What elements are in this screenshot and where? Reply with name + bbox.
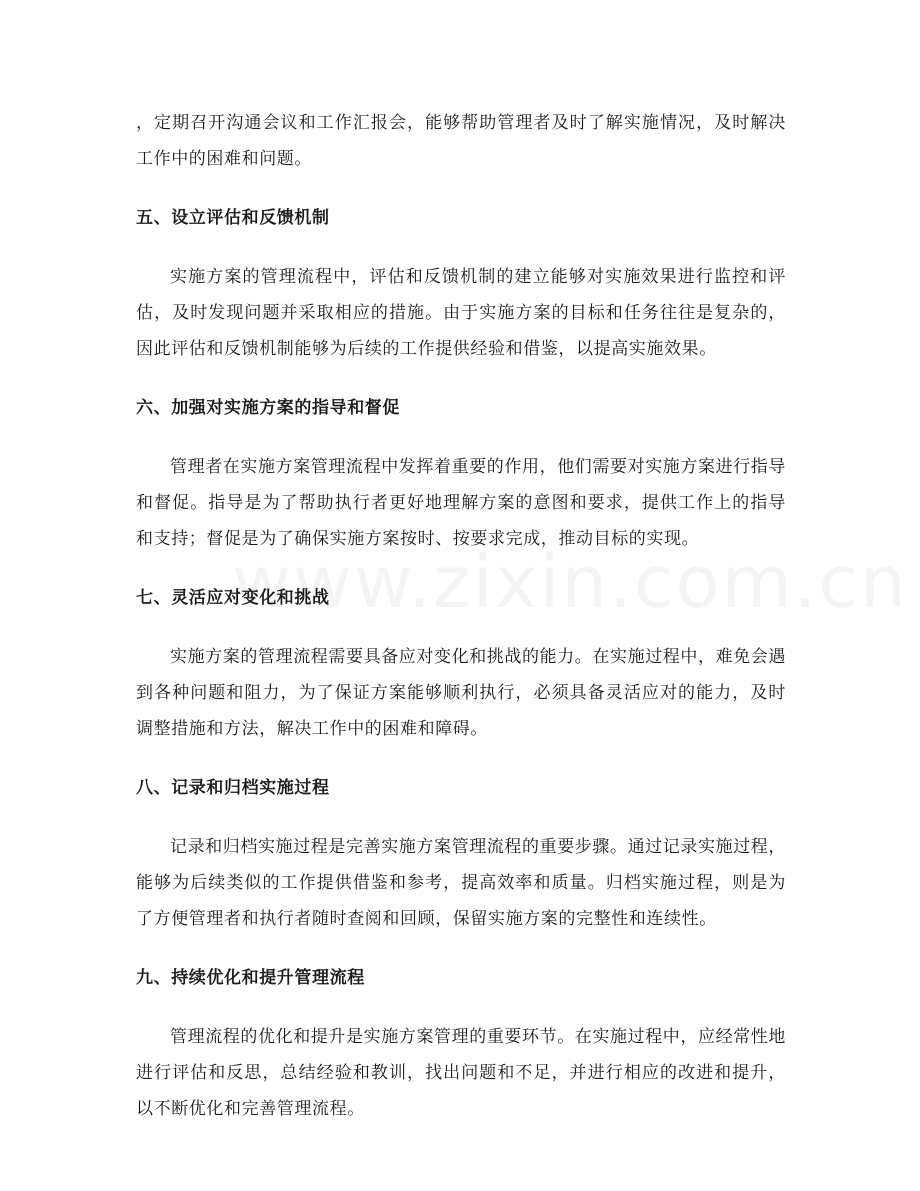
section-8-heading: 八、记录和归档实施过程 [136,778,330,798]
section-8-paragraph: 记录和归档实施过程是完善实施方案管理流程的重要步骤。通过记录实施过程，能够为后续类似的工作提供借鉴和参考，提高效率和质量。归档实施过程，则是为了方便管理者和执行者随时查阅和回顾，保留实施方案的完整性和连续性。 [136,837,786,929]
section-6-heading: 六、加强对实施方案的指导和督促 [136,398,400,418]
section-7-heading: 七、灵活应对变化和挑战 [136,588,330,608]
document-body [136,105,786,1127]
section-7-paragraph: 实施方案的管理流程需要具备应对变化和挑战的能力。在实施过程中，难免会遇到各种问题和阻力，为了保证方案能够顺利执行，必须具备灵活应对的能力，及时调整措施和方法，解决工作中的困难和障碍。 [136,647,786,739]
section-5-heading: 五、设立评估和反馈机制 [136,208,330,228]
section-6-paragraph: 管理者在实施方案管理流程中发挥着重要的作用，他们需要对实施方案进行指导和督促。指导是为了帮助执行者更好地理解方案的意图和要求，提供工作上的指导和支持；督促是为了确保实施方案按时、按要求完成，推动目标的实现。 [136,457,786,549]
section-5-paragraph: 实施方案的管理流程中，评估和反馈机制的建立能够对实施效果进行监控和评估，及时发现问题并采取相应的措施。由于实施方案的目标和任务往往是复杂的，因此评估和反馈机制能够为后续的工作提供经验和借鉴，以提高实施效果。 [136,267,786,359]
section-9-paragraph: 管理流程的优化和提升是实施方案管理的重要环节。在实施过程中，应经常性地进行评估和反思，总结经验和教训，找出问题和不足，并进行相应的改进和提升，以不断优化和完善管理流程。 [136,1027,786,1119]
intro-paragraph: ，定期召开沟通会议和工作汇报会，能够帮助管理者及时了解实施情况，及时解决工作中的困难和问题。 [136,113,786,169]
section-9-heading: 九、持续优化和提升管理流程 [136,968,365,988]
